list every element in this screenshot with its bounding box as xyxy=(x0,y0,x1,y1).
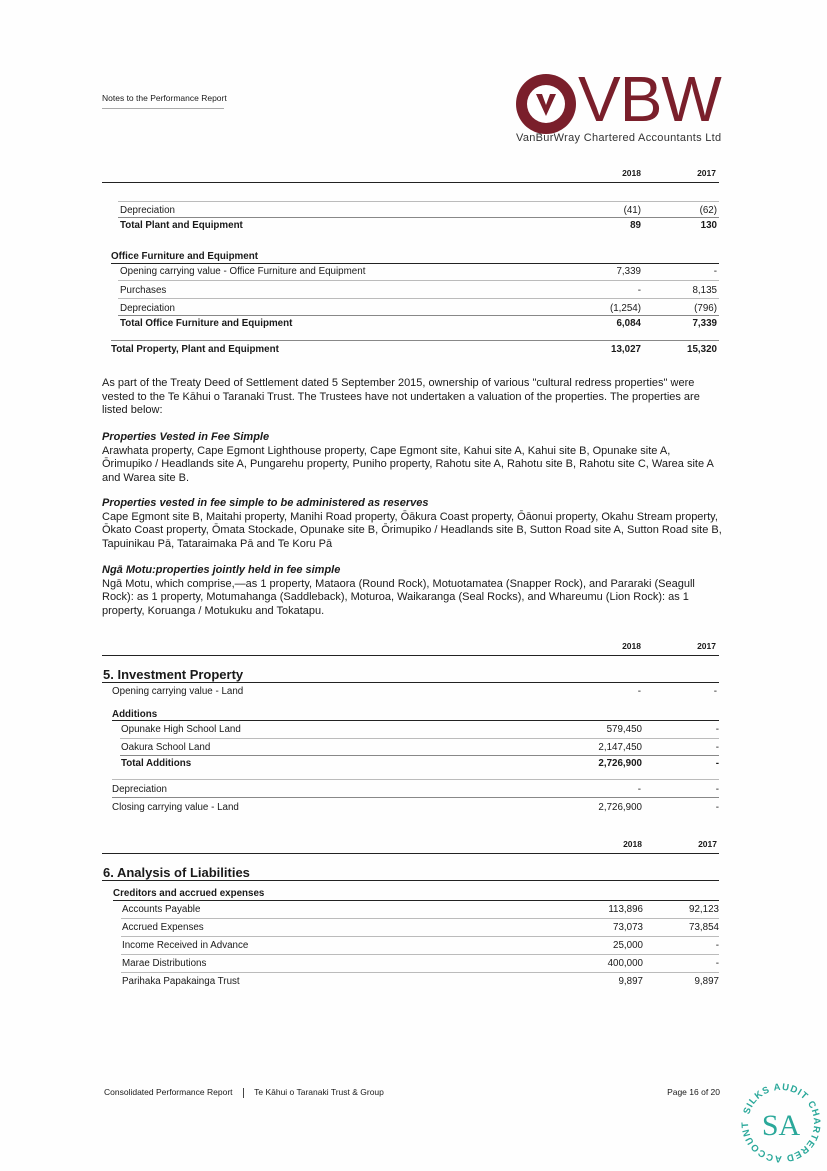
year-2017-header: 2017 xyxy=(697,641,716,651)
footer-report-name: Consolidated Performance Report xyxy=(104,1087,233,1097)
section-heading: Properties Vested in Fee Simple xyxy=(102,431,270,443)
header-rule xyxy=(102,853,719,854)
footer-separator xyxy=(243,1088,244,1098)
header-rule xyxy=(102,182,719,183)
row-label: Total Additions xyxy=(121,758,192,769)
row-label: Depreciation xyxy=(120,303,176,314)
year-2017-header: 2017 xyxy=(698,839,717,849)
office-section-title: Office Furniture and Equipment xyxy=(111,251,258,262)
row-value-2018: (41) xyxy=(623,205,641,216)
row-value-2017: - xyxy=(713,686,717,697)
divider xyxy=(113,900,719,901)
vbw-logo-text: VBW xyxy=(578,63,721,135)
divider xyxy=(118,201,719,202)
row-value-2017: 15,320 xyxy=(687,344,717,355)
liabilities-section-title: 6. Analysis of Liabilities xyxy=(103,865,250,880)
row-value-2018: (1,254) xyxy=(609,303,641,314)
row-value-2017: - xyxy=(715,940,719,951)
row-label: Depreciation xyxy=(112,784,168,795)
year-2018-header: 2018 xyxy=(622,641,641,651)
intro-paragraph: As part of the Treaty Deed of Settlement dated 5 September 2015, ownership of various "cultural redress properties" were vested to the Te Kāhui o Taranaki Trust. The Trustees have not undertaken a valuation of the properties. The properties are listed below: xyxy=(102,377,700,417)
divider xyxy=(121,972,719,973)
divider xyxy=(118,217,719,218)
divider xyxy=(102,880,719,881)
creditors-title: Creditors and accrued expenses xyxy=(113,888,265,899)
divider xyxy=(118,280,719,281)
row-value-2018: - xyxy=(637,784,641,795)
row-value-2017: 8,135 xyxy=(692,285,717,296)
row-label: Parihaka Papakainga Trust xyxy=(122,976,240,987)
title-underline xyxy=(102,108,224,109)
divider xyxy=(111,263,719,264)
vbw-logo xyxy=(514,63,722,152)
row-value-2018: 113,896 xyxy=(608,904,643,915)
row-value-2017: - xyxy=(715,802,719,813)
page-number: Page 16 of 20 xyxy=(667,1087,720,1097)
row-label: Income Received in Advance xyxy=(122,940,249,951)
row-value-2018: 25,000 xyxy=(613,940,643,951)
row-value-2017: 73,854 xyxy=(689,922,719,933)
section-body: Cape Egmont site B, Maitahi property, Manihi Road property, Ōākura Coast property, Ōāonui property, Okahu Stream property, Ōkato Coast property, Ōmata Stockade, Opunake site B, Ōrimupiko / Headlands site B, Sutton Road site A, Sutton Road site B, Tapuinikau Pā, Tataraimaka Pā and Te Koru Pā xyxy=(102,510,722,550)
divider xyxy=(120,755,719,756)
row-value-2018: 89 xyxy=(630,220,641,231)
footer-trust-name: Te Kāhui o Taranaki Trust & Group xyxy=(254,1087,384,1097)
row-value-2018: 400,000 xyxy=(607,958,643,969)
row-label: Total Office Furniture and Equipment xyxy=(120,318,293,329)
header-rule xyxy=(102,655,719,656)
row-label: Depreciation xyxy=(120,205,176,216)
row-label: Total Plant and Equipment xyxy=(120,220,243,231)
row-label: Closing carrying value - Land xyxy=(112,802,239,813)
year-2017-header: 2017 xyxy=(697,168,716,178)
divider xyxy=(102,682,719,683)
row-label: Oakura School Land xyxy=(121,742,211,753)
divider xyxy=(121,954,719,955)
row-value-2018: 2,726,900 xyxy=(598,758,642,769)
row-value-2017: (62) xyxy=(699,205,717,216)
row-value-2018: - xyxy=(637,285,641,296)
properties-reserves xyxy=(102,497,722,551)
properties-fee-simple xyxy=(102,431,722,485)
row-value-2018: 9,897 xyxy=(618,976,643,987)
audit-stamp-seal-icon xyxy=(738,1080,824,1166)
divider xyxy=(112,720,719,721)
year-2018-header: 2018 xyxy=(622,168,641,178)
doc-title: Notes to the Performance Report xyxy=(102,93,227,103)
row-value-2018: 7,339 xyxy=(616,266,641,277)
vbw-logo-subtitle: VanBurWray Chartered Accountants Ltd xyxy=(516,132,722,144)
footer xyxy=(104,1087,384,1098)
row-value-2017: - xyxy=(715,742,719,753)
row-label: Accounts Payable xyxy=(122,904,201,915)
row-label: Total Property, Plant and Equipment xyxy=(111,344,279,355)
section-body: Arawhata property, Cape Egmont Lighthouse property, Cape Egmont site, Kahui site A, Kahui site B, Opunake site A, Ōrimupiko / Headlands site A, Pungarehu property, Puniho property, Rahotu site A, Rahotu site B, Rahotu site C, Warea site A and Warea site B. xyxy=(102,444,714,484)
row-label: Marae Distributions xyxy=(122,958,207,969)
svg-text:SA: SA xyxy=(761,1109,801,1142)
row-label: Opening carrying value - Office Furniture and Equipment xyxy=(120,266,366,277)
section-heading: Properties vested in fee simple to be administered as reserves xyxy=(102,497,429,509)
year-2018-header: 2018 xyxy=(623,839,642,849)
svg-text:SILKS AUDIT CHARTERED ACCOUNTA: SILKS AUDIT CHARTERED ACCOUNT xyxy=(739,1081,823,1165)
divider xyxy=(121,918,719,919)
row-value-2017: 130 xyxy=(700,220,717,231)
row-label: Opunake High School Land xyxy=(121,724,241,735)
divider xyxy=(118,298,719,299)
row-value-2018: 73,073 xyxy=(613,922,643,933)
row-value-2018: - xyxy=(637,686,641,697)
row-value-2018: 6,084 xyxy=(616,318,641,329)
row-value-2018: 2,147,450 xyxy=(598,742,642,753)
investment-section-title: 5. Investment Property xyxy=(103,667,244,682)
divider xyxy=(112,797,719,798)
row-value-2018: 579,450 xyxy=(606,724,642,735)
section-heading: Ngā Motu:properties jointly held in fee simple xyxy=(102,564,341,576)
row-value-2017: - xyxy=(713,266,717,277)
row-label: Accrued Expenses xyxy=(122,922,204,933)
row-value-2017: 9,897 xyxy=(694,976,719,987)
divider xyxy=(111,340,719,341)
row-value-2017: 92,123 xyxy=(689,904,719,915)
nga-motu-properties xyxy=(102,564,722,618)
row-value-2017: - xyxy=(715,724,719,735)
divider xyxy=(112,779,719,780)
divider xyxy=(121,936,719,937)
row-value-2018: 13,027 xyxy=(611,344,641,355)
row-value-2017: - xyxy=(715,758,719,769)
audit-stamp xyxy=(738,1080,824,1166)
row-label: Opening carrying value - Land xyxy=(112,686,244,697)
row-value-2017: 7,339 xyxy=(692,318,717,329)
divider xyxy=(118,315,719,316)
divider xyxy=(120,738,719,739)
row-label: Purchases xyxy=(120,285,167,296)
additions-title: Additions xyxy=(112,709,158,720)
row-value-2017: - xyxy=(715,784,719,795)
section-body: Ngā Motu, which comprise,—as 1 property, Mataora (Round Rock), Motuotamatea (Snapper Rock), and Pararaki (Seagull Rock): as 1 property, Motumahanga (Saddleback), Moturoa, Waikaranga (Seal Rocks), and Whareumu (Lion Rock): as 1 property, Koruanga / Motukuku and Tokatapu. xyxy=(102,577,695,617)
row-value-2017: (796) xyxy=(694,303,717,314)
row-value-2017: - xyxy=(715,958,719,969)
row-value-2018: 2,726,900 xyxy=(598,802,642,813)
